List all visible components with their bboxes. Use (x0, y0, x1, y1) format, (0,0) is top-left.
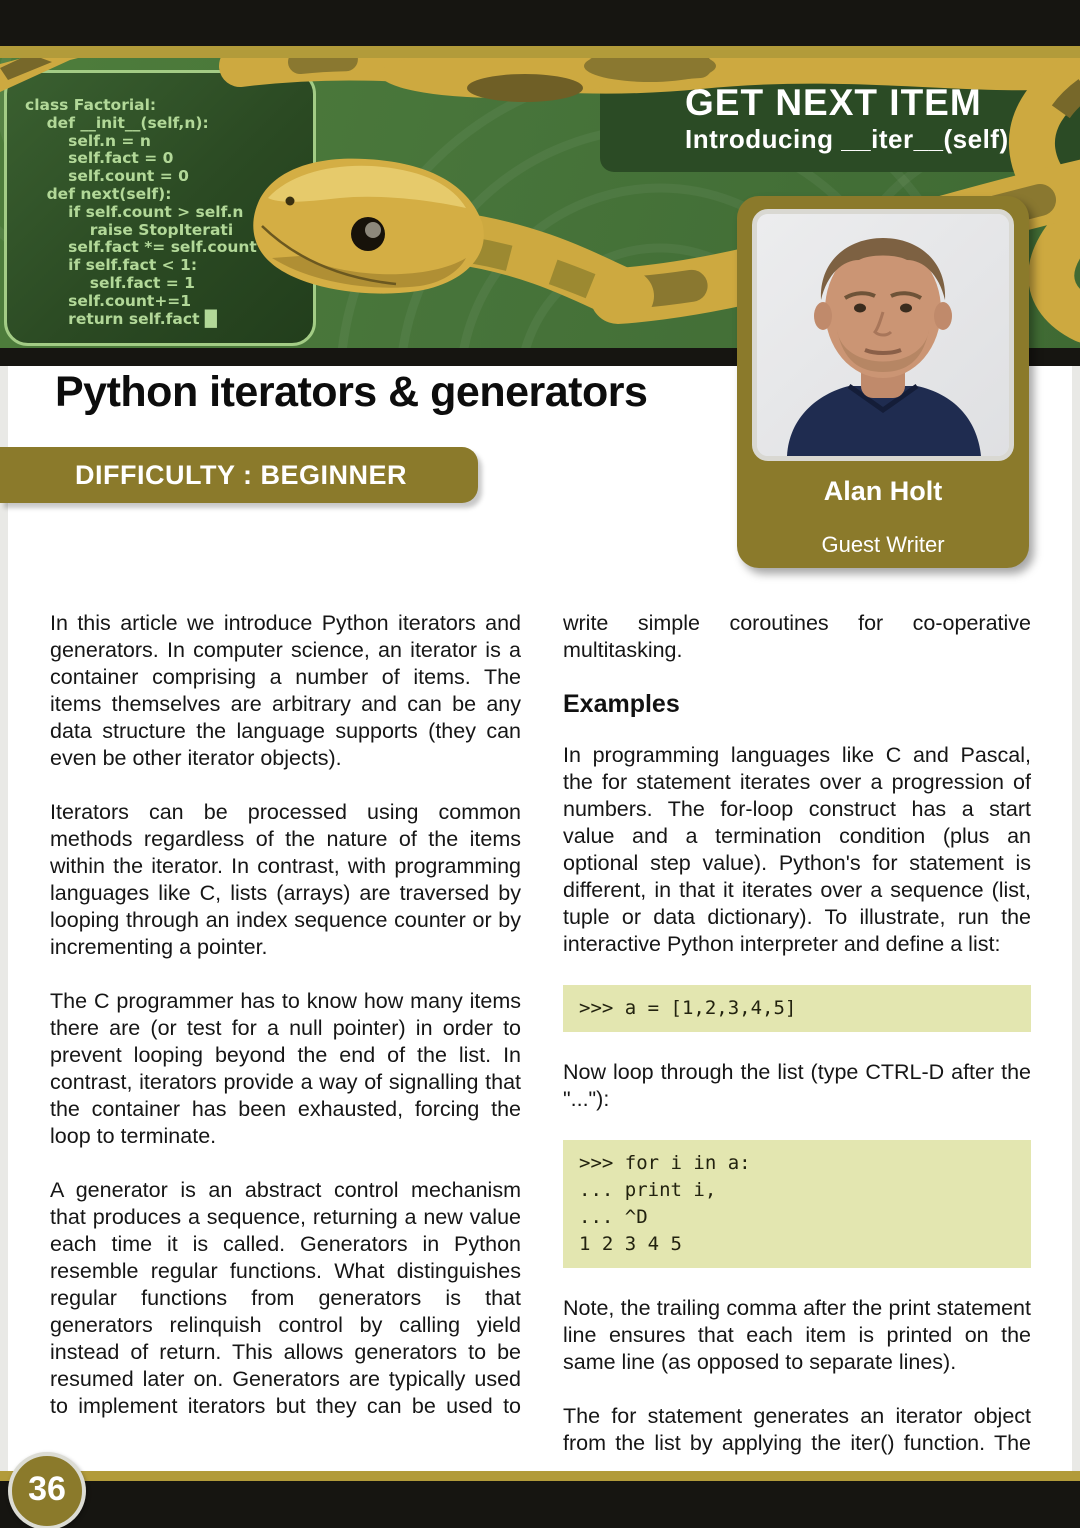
paragraph: The C programmer has to know how many items there are (or test for a null pointer) in order to prevent looping beyond the end of the list. In contrast, iterators provide a way of signalling that the container has been exhausted, forcing the loop to terminate. (50, 989, 521, 1148)
author-photo (752, 209, 1014, 461)
code-line: class Factorial: (25, 96, 157, 114)
top-black-bar (0, 0, 1080, 46)
difficulty-badge (0, 447, 478, 503)
code-line: def next(self): (25, 184, 172, 203)
page-number-badge: 36 (8, 1452, 86, 1528)
article-title: Python iterators & generators (55, 368, 648, 416)
article-right-column (563, 610, 1031, 1484)
code-snippet-for-loop (563, 1140, 1031, 1268)
code-line: def __init__(self,n): (25, 113, 209, 132)
code-line: self.n = n (25, 131, 151, 150)
paragraph: A generator is an abstract control mechanism that produces a sequence, returning a new value each time it is called. Generators in Python resemble regular functions. What distinguishes regular functions from generators is that generators relinquish control by calling yield instead of return. This allows generators to be resumed later on. Generators are typically used to implement iterators but they can be used to (50, 1178, 521, 1418)
paragraph: In programming languages like C and Pascal, the for statement iterates over a progression of numbers. The for-loop construct has a start value and a termination condition (plus an optional step value). Python's for statement is different, in that it iterates over a sequence (list, tuple or data dictionary). To illustrate, run the interactive Python interpreter and define a list: (563, 743, 1031, 956)
code-line: self.count+=1 (25, 291, 192, 310)
portrait-of-man-icon (757, 214, 1009, 456)
code-line: return self.fact █ (25, 309, 217, 328)
snake-nostril (286, 197, 295, 206)
paragraph: The for statement generates an iterator object from the list by applying the iter() function. The (563, 1404, 1031, 1455)
author-role: Guest Writer (821, 532, 945, 557)
code-line: ... ^D (579, 1206, 648, 1228)
paragraph: Iterators can be processed using common methods regardless of the nature of the items within the iterator. In contrast, with programming languages like C, lists (arrays) are traversed by looping through an index sequence counter or by incrementing a pointer. (50, 800, 521, 959)
code-line: if self.count > self.n (25, 202, 244, 221)
code-line: self.fact = 0 (25, 149, 174, 168)
code-line: 1 2 3 4 5 (579, 1233, 682, 1255)
paragraph: In this article we introduce Python iterators and generators. In computer science, an iterator is a container comprising a number of items. The items themselves are arbitrary and can be any data structure the language supports (they can even be other iterator objects). (50, 611, 521, 770)
author-card (737, 196, 1029, 568)
section-heading-examples: Examples (563, 690, 680, 718)
paragraph: write simple coroutines for co-operative multitasking. (563, 611, 1031, 662)
code-line: if self.fact < 1: (25, 256, 198, 275)
code-line: raise StopIterati (25, 220, 234, 239)
difficulty-label: DIFFICULTY : BEGINNER (75, 460, 407, 490)
paragraph: Now loop through the list (type CTRL-D after the "..."): (563, 1060, 1031, 1111)
snake-eye (351, 217, 385, 251)
banner-title: GET NEXT ITEM (685, 82, 982, 123)
top-gold-stripe (0, 46, 1080, 58)
code-snippet-define-list: >>> a = [1,2,3,4,5] (563, 985, 1031, 1032)
code-line: self.count = 0 (25, 167, 189, 186)
code-line: self.fact *= self.count (25, 238, 257, 257)
paragraph: Note, the trailing comma after the print statement line ensures that each item is printed on the same line (as opposed to separate lines). (563, 1296, 1031, 1374)
footer-black-bar (0, 1481, 1080, 1528)
author-name: Alan Holt (823, 476, 943, 506)
page-right-margin (1072, 366, 1080, 1471)
banner-subtitle: Introducing __iter__(self) (685, 124, 1009, 154)
code-line: self.fact = 1 (25, 273, 195, 292)
article-left-column (50, 610, 521, 1447)
code-line: ... print i, (579, 1179, 717, 1201)
page-left-margin (0, 366, 8, 1471)
code-line: >>> for i in a: (579, 1152, 751, 1174)
